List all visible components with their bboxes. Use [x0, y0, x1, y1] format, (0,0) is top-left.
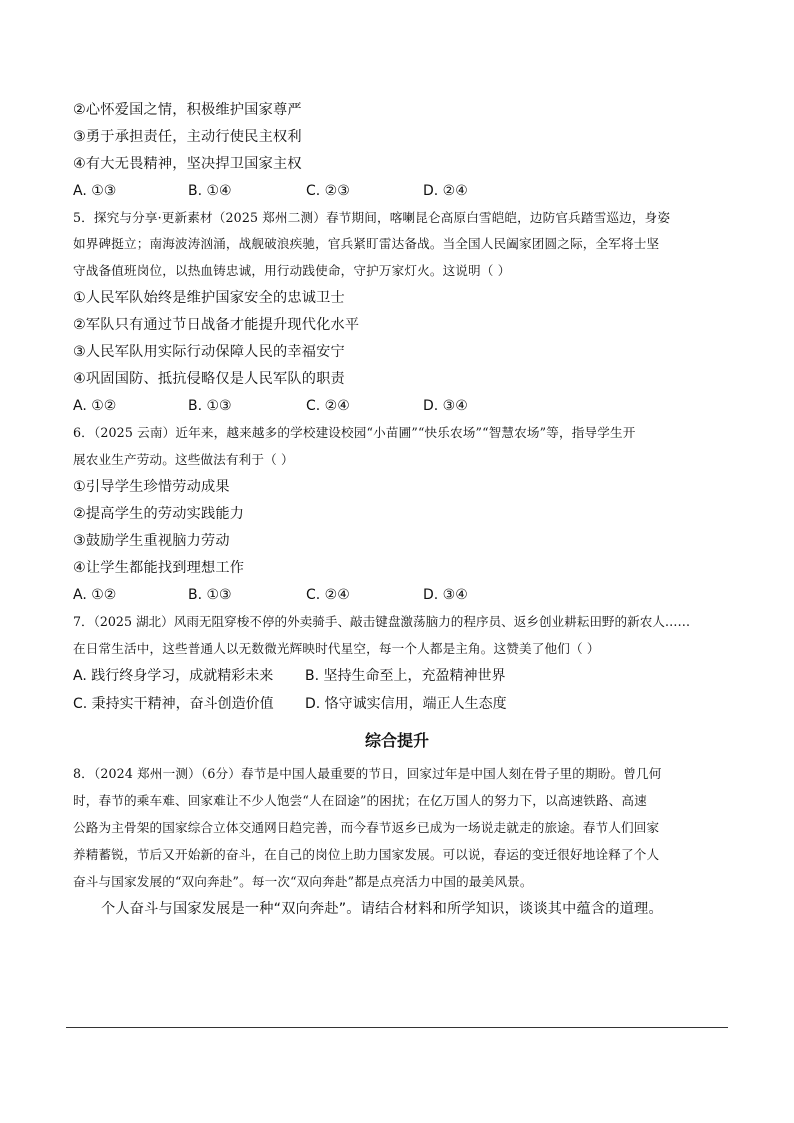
q5-item-2: ②军队只有通过节日战备才能提升现代化水平: [73, 317, 360, 333]
q5-option-c[interactable]: C. ②④: [306, 398, 350, 414]
q5-option-b[interactable]: B. ①③: [188, 398, 232, 414]
q6-item-4: ④让学生都能找到理想工作: [73, 560, 245, 576]
q5-option-a[interactable]: A. ①②: [73, 398, 117, 414]
q6-item-1: ①引导学生珍惜劳动成果: [73, 479, 230, 495]
q7-option-d[interactable]: D. 恪守诚实信用，端正人生态度: [305, 696, 507, 712]
q5-item-4: ④巩固国防、抵抗侵略仅是人民军队的职责: [73, 371, 345, 387]
q8-para-line-3: 公路为主骨架的国家综合立体交通网日趋完善，而今春节返乡已成为一场说走就走的旅途。春节人们回家: [73, 820, 660, 835]
q5-item-1: ①人民军队始终是维护国家安全的忠诚卫士: [73, 290, 345, 306]
q7-option-b[interactable]: B. 坚持生命至上，充盈精神世界: [305, 668, 506, 684]
q5-stem-line-2: 如界碑挺立；南海波涛汹涌，战舰破浪疾驰，官兵紧盯雷达备战。当全国人民阖家团圆之际，全军将士坚: [73, 236, 660, 251]
q4-item-4: ④有大无畏精神，坚决捍卫国家主权: [73, 156, 302, 172]
section-title: 综合提升: [364, 731, 429, 750]
q8-para-line-4: 养精蓄锐，节后又开始新的奋斗，在自己的岗位上助力国家发展。可以说，春运的变迁很好地诠释了个人: [73, 847, 660, 862]
q6-stem-line-2: 展农业生产劳动。这些做法有利于（ ）: [73, 452, 294, 467]
q6-option-b[interactable]: B. ①③: [188, 587, 232, 603]
q6-option-a[interactable]: A. ①②: [73, 587, 117, 603]
q4-item-3: ③勇于承担责任，主动行使民主权利: [73, 129, 302, 145]
q5-stem-line-1: 5．探究与分享·更新素材（2025 郑州二测）春节期间，喀喇昆仑高原白雪皑皑，边防官兵踏雪巡边，身姿: [73, 210, 671, 225]
q7-option-c[interactable]: C. 秉持实干精神，奋斗创造价值: [73, 696, 274, 712]
q5-item-3: ③人民军队用实际行动保障人民的幸福安宁: [73, 344, 345, 360]
q7-stem-line-1: 7．（2025 湖北）风雨无阻穿梭不停的外卖骑手、敲击键盘激荡脑力的程序员、返乡创业耕耘田野的新农人……: [73, 614, 691, 629]
q8-para-line-5: 奋斗与国家发展的“双向奔赴”。每一次“双向奔赴”都是点亮活力中国的最美风景。: [73, 874, 533, 889]
q8-question: 个人奋斗与国家发展是一种“双向奔赴”。请结合材料和所学知识，谈谈其中蕴含的道理。: [101, 901, 663, 917]
q5-option-d[interactable]: D. ③④: [423, 398, 468, 414]
q8-para-line-2: 时，春节的乘车难、回家难让不少人饱尝“人在囧途”的困扰；在亿万国人的努力下，以高速铁路、高速: [73, 793, 647, 808]
q6-item-2: ②提高学生的劳动实践能力: [73, 506, 245, 522]
q4-option-a[interactable]: A. ①③: [73, 183, 117, 199]
q8-para-line-1: 8．（2024 郑州一测）（6分）春节是中国人最重要的节日，回家过年是中国人刻在骨子里的期盼。曾几何: [73, 766, 662, 781]
q5-stem-line-3: 守战备值班岗位，以热血铸忠诚，用行动践使命，守护万家灯火。这说明（ ）: [73, 263, 511, 278]
q6-option-c[interactable]: C. ②④: [306, 587, 350, 603]
q4-option-d[interactable]: D. ②④: [423, 183, 468, 199]
q4-item-2: ②心怀爱国之情，积极维护国家尊严: [73, 102, 302, 118]
q6-option-d[interactable]: D. ③④: [423, 587, 468, 603]
q7-stem-line-2: 在日常生活中，这些普通人以无数微光辉映时代星空，每一个人都是主角。这赞美了他们（ ）: [73, 641, 600, 656]
q6-item-3: ③鼓励学生重视脑力劳动: [73, 533, 230, 549]
footer-divider: [66, 1027, 728, 1028]
q4-option-b[interactable]: B. ①④: [188, 183, 232, 199]
q4-option-c[interactable]: C. ②③: [306, 183, 350, 199]
q6-stem-line-1: 6．（2025 云南）近年来，越来越多的学校建设校园“小苗圃”“快乐农场”“智慧农场”等，指导学生开: [73, 425, 636, 440]
q7-option-a[interactable]: A. 践行终身学习，成就精彩未来: [73, 668, 274, 684]
